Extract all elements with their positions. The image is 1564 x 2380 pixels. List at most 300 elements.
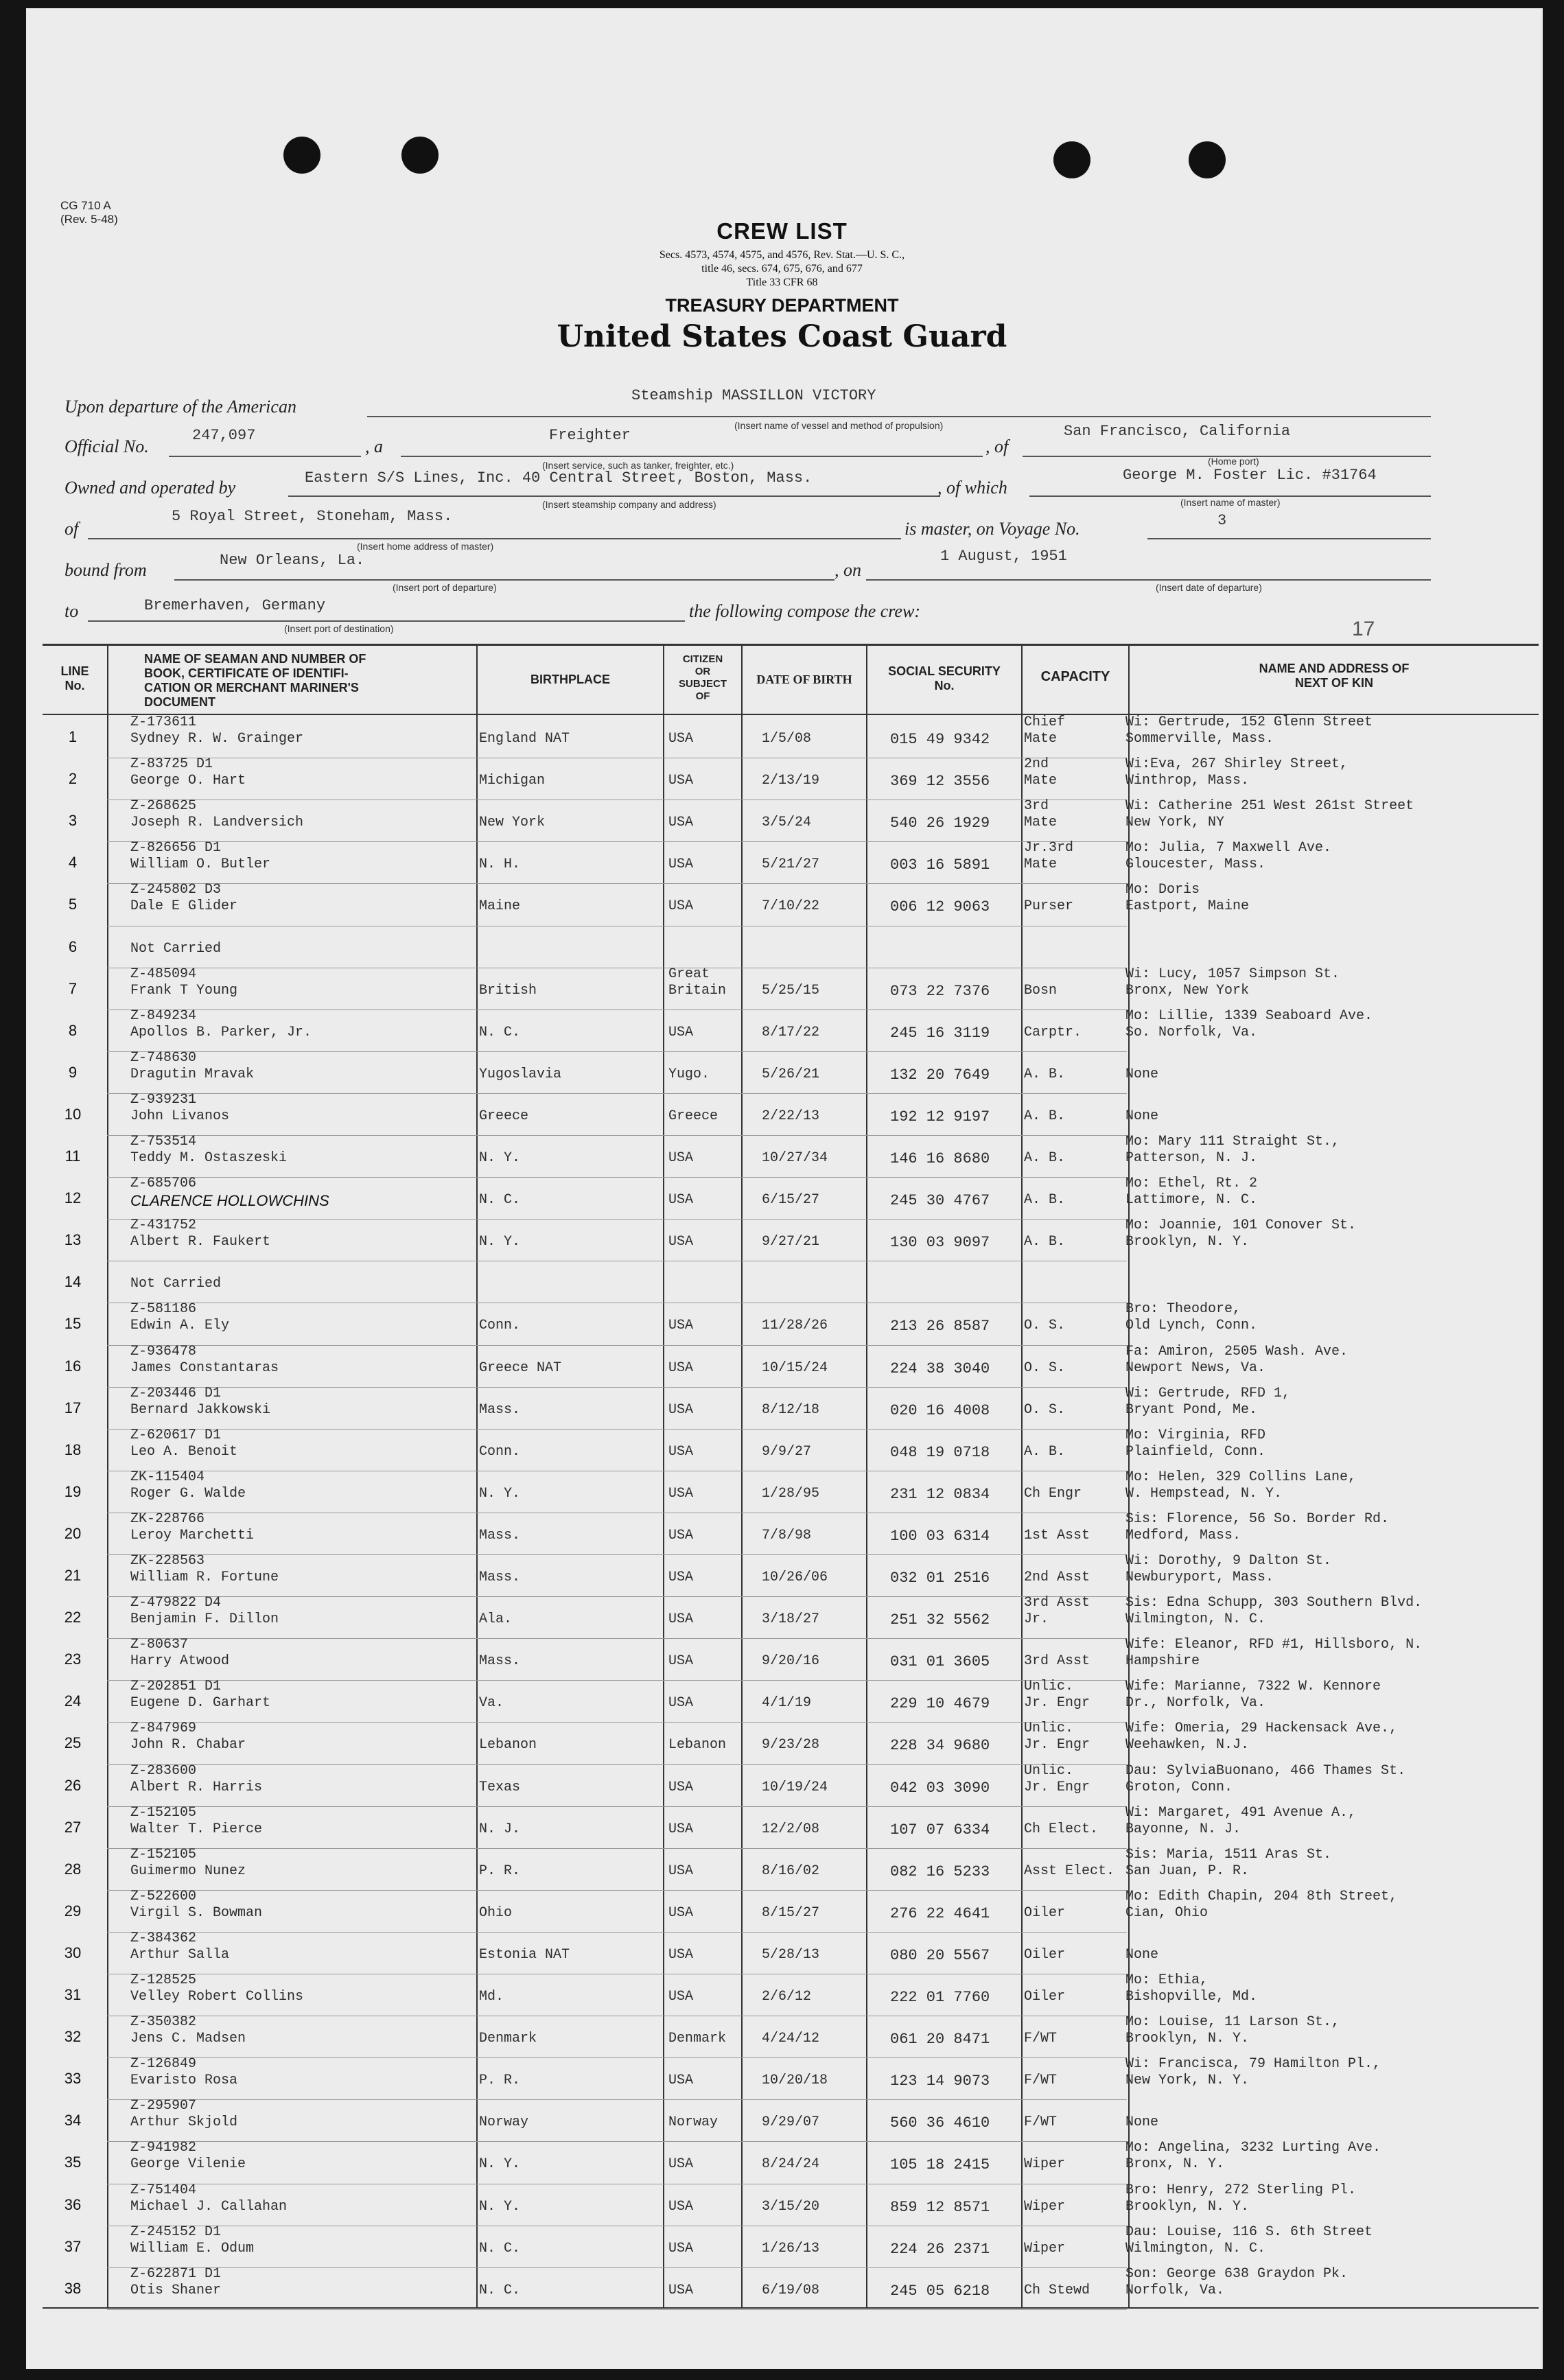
date-of-birth: 9/20/16 [762,1653,820,1670]
table-row [43,1469,1539,1509]
date-of-birth: 9/27/21 [762,1234,820,1250]
citizenship: USA [668,1570,694,1585]
citizenship: USA [668,1904,694,1921]
date-of-birth: 10/19/24 [762,1779,828,1795]
seaman-document-number: Z-622871 D1 [130,2265,222,2282]
seaman-name: Roger G. Walde [130,1485,246,1502]
table-row [43,1762,1539,1803]
table-row [43,1262,1539,1299]
birthplace: British [479,982,537,999]
birthplace: Mass. [479,1527,521,1543]
next-of-kin: Sis: Edna Schupp, 303 Southern Blvd. [1125,1595,1423,1611]
table-row [43,1343,1539,1384]
seaman-document-number: Z-283600 [130,1762,197,1779]
hint-service: (Insert service, such as tanker, freighter, etc.) [542,460,734,471]
line-number: 38 [64,2279,82,2297]
date-of-birth: 9/9/27 [762,1443,812,1460]
birthplace: N. J. [479,1821,521,1837]
social-security-number: 123 14 9073 [890,2073,990,2090]
row-divider [107,1051,1127,1052]
social-security-number: 245 05 6218 [890,2282,990,2300]
social-security-number: 006 12 9063 [890,898,990,916]
seaman-document-number: Z-581186 [130,1301,197,1318]
capacity: Unlic. [1024,1679,1074,1695]
social-security-number: 540 26 1929 [890,815,990,832]
next-of-kin-address: Hampshire [1125,1653,1200,1670]
birthplace: New York [479,815,546,831]
table-row [43,966,1539,1006]
birthplace: Norway [479,2114,529,2131]
seaman-document-number: Z-128525 [130,1972,197,1988]
seaman-name: Walter T. Pierce [130,1821,263,1837]
social-security-number: 560 36 4610 [890,2114,990,2132]
row-divider [107,1722,1127,1723]
label-of: , of [985,436,1009,456]
social-security-number: 130 03 9097 [890,1234,990,1252]
date-of-birth: 1/26/13 [762,2240,820,2256]
birthplace: Denmark [479,2031,537,2047]
row-divider [107,1596,1127,1597]
social-security-number: 100 03 6314 [890,1527,990,1545]
voyage-number: 3 [1217,512,1227,529]
next-of-kin-address: Bayonne, N. J. [1125,1821,1241,1837]
destination-port: Bremerhaven, Germany [144,597,326,614]
social-security-number: 132 20 7649 [890,1066,990,1084]
birthplace: Ala. [479,1611,513,1628]
citizenship: USA [668,1527,694,1543]
seaman-document-number: Z-849234 [130,1007,197,1024]
citizenship: Lebanon [668,1737,727,1753]
line-number: 25 [64,1734,82,1752]
seaman-document-number: Z-941982 [130,2140,197,2156]
table-row [43,1888,1539,1928]
citizenship: USA [668,1401,694,1418]
line-number: 17 [64,1399,82,1416]
seaman-document-number: Z-245802 D3 [130,882,222,898]
col-next-of-kin: NAME AND ADDRESS OF NEXT OF KIN [1259,662,1410,690]
capacity: Wiper [1024,2198,1066,2215]
date-of-birth: 8/12/18 [762,1401,820,1418]
social-security-number: 031 01 3605 [890,1653,990,1671]
birthplace: Conn. [479,1443,521,1460]
table-row [43,927,1539,964]
line-number: 12 [64,1189,82,1207]
citizenship: USA [668,815,694,831]
row-divider [107,2099,1127,2100]
seaman-name: James Constantaras [130,1360,279,1376]
line-number: 35 [64,2154,82,2171]
punch-hole [1053,141,1090,178]
citizenship: Yugo. [668,1066,710,1082]
seaman-name: George Vilenie [130,2156,246,2173]
seaman-name: Albert R. Faukert [130,1234,271,1250]
next-of-kin-address: Gloucester, Mass. [1125,856,1266,873]
seaman-document-number: Z-522600 [130,1888,197,1904]
hint-company: (Insert steamship company and address) [542,499,716,510]
seaman-name: Harry Atwood [130,1653,230,1670]
table-row [43,1930,1539,1970]
social-security-number: 192 12 9197 [890,1108,990,1125]
next-of-kin-address: So. Norfolk, Va. [1125,1024,1258,1040]
seaman-name: Teddy M. Ostaszeski [130,1150,288,1166]
line-number: 2 [68,770,78,788]
capacity: Oiler [1024,1989,1066,2005]
seaman-name: Guimermo Nunez [130,1863,246,1879]
line-number: 24 [64,1692,82,1710]
table-row [43,2098,1539,2138]
page-mark: 17 [1352,618,1375,640]
seaman-document-number: Z-748630 [130,1049,197,1066]
next-of-kin-address: Dr., Norfolk, Va. [1125,1695,1266,1712]
next-of-kin: Mo: Mary 111 Straight St., [1125,1134,1340,1150]
row-divider [107,1680,1127,1681]
row-divider [107,1932,1127,1933]
seaman-name: John R. Chabar [130,1737,246,1753]
citizenship: USA [668,898,694,915]
capacity: Jr. Engr [1024,1695,1090,1712]
seaman-name: William R. Fortune [130,1570,279,1585]
home-port: San Francisco, California [1064,423,1291,440]
table-row [43,756,1539,796]
row-divider [107,2309,1127,2310]
line-number: 14 [64,1273,82,1291]
agency-name: United States Coast Guard [557,319,1007,354]
seaman-name: Evaristo Rosa [130,2073,238,2089]
next-of-kin: Mo: Doris [1125,882,1200,898]
date-of-birth: 9/23/28 [762,1737,820,1753]
citizenship: USA [668,1024,694,1040]
row-divider [107,1093,1127,1094]
next-of-kin-address: Weehawken, N.J. [1125,1737,1250,1753]
citizenship: Denmark [668,2031,727,2047]
departure-port: New Orleans, La. [220,552,365,569]
seaman-name: George O. Hart [130,773,246,789]
citizenship: USA [668,1653,694,1670]
seaman-document-number: Z-152105 [130,1804,197,1821]
citizenship: USA [668,1946,694,1963]
label-bound-from: bound from [65,560,147,580]
next-of-kin: Bro: Theodore, [1125,1301,1241,1318]
birthplace: N. C. [479,1192,521,1209]
line-number: 30 [64,1944,82,1961]
next-of-kin: Dau: SylviaBuonano, 466 Thames St. [1125,1762,1406,1779]
master-address: 5 Royal Street, Stoneham, Mass. [172,508,453,525]
line-number: 21 [64,1567,82,1584]
label-is-master: is master, on Voyage No. [904,519,1080,539]
capacity: A. B. [1024,1108,1066,1124]
social-security-number: 020 16 4008 [890,1401,990,1419]
social-security-number: 251 32 5562 [890,1611,990,1629]
next-of-kin: Wife: Marianne, 7322 W. Kennore [1125,1679,1381,1695]
seaman-document-number: Z-685706 [130,1176,197,1192]
next-of-kin-address: Bryant Pond, Me. [1125,1401,1258,1418]
social-security-number: 015 49 9342 [890,731,990,748]
next-of-kin-address: Eastport, Maine [1125,898,1250,915]
capacity: Chief [1024,714,1066,730]
capacity: A. B. [1024,1234,1066,1250]
row-divider [107,883,1127,884]
next-of-kin: Bro: Henry, 272 Sterling Pl. [1125,2182,1357,2198]
line-number: 34 [64,2112,82,2130]
next-of-kin-address: Patterson, N. J. [1125,1150,1258,1166]
line-number: 33 [64,2070,82,2088]
label-to: to [65,601,79,621]
next-of-kin-address: Brooklyn, N. Y. [1125,2031,1250,2047]
seaman-document-number: Z-268625 [130,798,197,815]
table-row [43,1972,1539,2012]
table-row [43,1136,1539,1174]
date-of-birth: 10/15/24 [762,1360,828,1376]
line-number: 32 [64,2028,82,2046]
next-of-kin: Wi: Dorothy, 9 Dalton St. [1125,1553,1332,1569]
capacity: 3rd Asst [1024,1653,1090,1670]
date-of-birth: 3/18/27 [762,1611,820,1628]
seaman-name: Dale E Glider [130,898,238,915]
label-owned: Owned and operated by [65,478,236,498]
seaman-name: Arthur Salla [130,1946,230,1963]
date-of-birth: 5/26/21 [762,1066,820,1082]
capacity: Oiler [1024,1904,1066,1921]
seaman-name: Joseph R. Landversich [130,815,304,831]
seaman-name: Not Carried [130,1276,222,1292]
social-security-number: 213 26 8587 [890,1318,990,1335]
capacity: A. B. [1024,1443,1066,1460]
line-number: 27 [64,1818,82,1836]
col-capacity: CAPACITY [1040,669,1110,684]
line-number: 36 [64,2195,82,2213]
date-of-birth: 12/2/08 [762,1821,820,1837]
citizenship: USA [668,2198,694,2215]
table-row [43,1049,1539,1090]
table-row [43,2224,1539,2264]
capacity: Jr. Engr [1024,1779,1090,1795]
date-of-birth: 1/28/95 [762,1485,820,1502]
line-number: 6 [68,937,78,955]
label-official-no: Official No. [65,436,149,456]
social-security-number: 042 03 3090 [890,1779,990,1797]
next-of-kin-address: None [1125,1946,1159,1963]
seaman-document-number: Z-83725 D1 [130,756,213,773]
vessel-name: Steamship MASSILLON VICTORY [631,387,876,404]
capacity: 1st Asst [1024,1527,1090,1543]
next-of-kin-address: Lattimore, N. C. [1125,1192,1258,1209]
label-of-2: of [65,519,79,539]
date-of-birth: 7/8/98 [762,1527,812,1543]
citizenship: USA [668,2240,694,2256]
next-of-kin-address: None [1125,1108,1159,1124]
birthplace: Yugoslavia [479,1066,562,1082]
seaman-document-number: Z-479822 D4 [130,1595,222,1611]
date-of-birth: 10/27/34 [762,1150,828,1166]
next-of-kin-address: Cian, Ohio [1125,1904,1209,1921]
row-divider [107,1387,1127,1388]
seaman-document-number: Z-173611 [130,714,197,730]
social-security-number: 276 22 4641 [890,1904,990,1922]
line-number: 3 [68,812,78,830]
date-of-birth: 7/10/22 [762,898,820,915]
birthplace: Lebanon [479,1737,537,1753]
next-of-kin-address: Brooklyn, N. Y. [1125,2198,1250,2215]
social-security-number: 061 20 8471 [890,2031,990,2049]
social-security-number: 003 16 5891 [890,856,990,874]
table-row [43,1301,1539,1341]
line-number: 8 [68,1021,78,1039]
table-row [43,1595,1539,1635]
col-birthplace: BIRTHPLACE [530,673,610,686]
next-of-kin-address: Bronx, N. Y. [1125,2156,1225,2173]
seaman-document-number: Z-936478 [130,1343,197,1360]
birthplace: Estonia NAT [479,1946,570,1963]
seaman-name: William O. Butler [130,856,271,873]
hint-departure-date: (Insert date of departure) [1156,582,1262,593]
capacity: Ch Elect. [1024,1821,1099,1837]
birthplace: P. R. [479,1863,521,1879]
social-security-number: 228 34 9680 [890,1737,990,1755]
capacity: A. B. [1024,1066,1066,1082]
seaman-name: Velley Robert Collins [130,1989,304,2005]
capacity: Jr. Engr [1024,1737,1090,1753]
next-of-kin-address: Old Lynch, Conn. [1125,1318,1258,1334]
seaman-name: CLARENCE HOLLOWCHINS [130,1192,329,1210]
table-row [43,2056,1539,2096]
seaman-document-number: ZK-228766 [130,1510,205,1527]
table-row [43,1846,1539,1887]
row-divider [107,2057,1127,2058]
capacity: Purser [1024,898,1074,915]
capacity: Mate [1024,856,1058,873]
table-row [43,2014,1539,2054]
line-number: 10 [64,1105,82,1123]
capacity: Ch Engr [1024,1485,1082,1502]
line-number: 22 [64,1609,82,1626]
table-row [43,1553,1539,1593]
birthplace: N. C. [479,1024,521,1040]
capacity: Bosn [1024,982,1058,999]
row-divider [107,1135,1127,1136]
seaman-document-number: Z-384362 [130,1930,197,1946]
next-of-kin: Wi: Margaret, 491 Avenue A., [1125,1804,1357,1821]
social-security-number: 048 19 0718 [890,1443,990,1461]
punch-hole [283,137,320,174]
row-divider [107,1764,1127,1765]
next-of-kin-address: None [1125,1066,1159,1082]
row-divider [107,1177,1127,1178]
hint-departure-port: (Insert port of departure) [393,582,497,593]
line-number: 9 [68,1063,78,1081]
citizenship: USA [668,1192,694,1209]
citizenship: USA [668,1443,694,1460]
label-a: , a [365,436,383,456]
label-departure: Upon departure of the American [65,397,296,417]
social-security-number: 080 20 5567 [890,1946,990,1964]
next-of-kin-address: Medford, Mass. [1125,1527,1241,1543]
line-number: 1 [68,728,78,745]
row-divider [107,1429,1127,1430]
capacity: Jr. [1024,1611,1049,1628]
date-of-birth: 3/15/20 [762,2198,820,2215]
citizenship: USA [668,2073,694,2089]
row-divider [107,1848,1127,1849]
social-security-number: 146 16 8680 [890,1150,990,1167]
capacity: Ch Stewd [1024,2282,1090,2298]
table-row [43,882,1539,922]
table-row [43,1720,1539,1760]
next-of-kin-address: Bronx, New York [1125,982,1250,999]
table-row [43,2140,1539,2180]
next-of-kin: Mo: Angelina, 3232 Lurting Ave. [1125,2140,1381,2156]
row-divider [107,1219,1127,1220]
table-row [43,798,1539,838]
table-row [43,1637,1539,1677]
birthplace: Mass. [479,1401,521,1418]
seaman-name: Frank T Young [130,982,238,999]
capacity: Mate [1024,815,1058,831]
table-bottom-border [43,2307,1539,2309]
capacity: F/WT [1024,2031,1058,2047]
citizenship: USA [668,1318,694,1334]
seaman-document-number: ZK-115404 [130,1469,205,1485]
seaman-name: Leroy Marchetti [130,1527,255,1543]
form-code: CG 710 A (Rev. 5-48) [60,199,118,226]
social-security-number: 859 12 8571 [890,2198,990,2216]
next-of-kin: Wife: Omeria, 29 Hackensack Ave., [1125,1720,1398,1737]
seaman-document-number: Z-295907 [130,2098,197,2114]
seaman-document-number: Z-80637 [130,1637,189,1653]
date-of-birth: 9/29/07 [762,2114,820,2131]
line-number: 37 [64,2237,82,2255]
capacity: 2nd [1024,756,1049,773]
statute-reference: Secs. 4573, 4574, 4575, and 4576, Rev. Stat.—U. S. C., title 46, secs. 674, 675, 676, and 677 Title 33 CFR 68 [659,249,905,288]
line-number: 29 [64,1902,82,1920]
seaman-name: Bernard Jakkowski [130,1401,271,1418]
col-document: NAME OF SEAMAN AND NUMBER OF BOOK, CERTIFICATE OF IDENTIFI- CATION OR MERCHANT MARINER'S DOCUMENT [144,652,366,709]
next-of-kin: Mo: Joannie, 101 Conover St. [1125,1217,1357,1234]
departure-date: 1 August, 1951 [940,548,1067,565]
social-security-number: 224 26 2371 [890,2240,990,2258]
birthplace: N. Y. [479,1234,521,1250]
birthplace: N. C. [479,2282,521,2298]
social-security-number: 224 38 3040 [890,1360,990,1377]
next-of-kin-address: None [1125,2114,1159,2131]
date-of-birth: 8/16/02 [762,1863,820,1879]
line-number: 20 [64,1524,82,1542]
next-of-kin: Mo: Lillie, 1339 Seaboard Ave. [1125,1007,1373,1024]
birthplace: Md. [479,1989,504,2005]
capacity: O. S. [1024,1360,1066,1376]
seaman-document-number: Z-826656 D1 [130,840,222,856]
citizenship: USA [668,2282,694,2298]
next-of-kin: Sis: Maria, 1511 Aras St. [1125,1846,1332,1863]
birthplace: Va. [479,1695,504,1712]
citizenship: USA [668,856,694,873]
seaman-document-number: Z-350382 [130,2014,197,2031]
label-on: , on [834,560,861,580]
hint-home-port: (Home port) [1208,456,1259,467]
birthplace: Maine [479,898,521,915]
official-number: 247,097 [192,427,256,444]
table-row [43,1091,1539,1132]
next-of-kin-address: New York, N. Y. [1125,2073,1250,2089]
next-of-kin: Fa: Amiron, 2505 Wash. Ave. [1125,1343,1349,1360]
hint-vessel: (Insert name of vessel and method of propulsion) [734,420,944,431]
seaman-name: Albert R. Harris [130,1779,263,1795]
seaman-name: Not Carried [130,940,222,957]
next-of-kin-address: Bishopville, Md. [1125,1989,1258,2005]
citizenship: Norway [668,2114,719,2131]
company: Eastern S/S Lines, Inc. 40 Central Street, Boston, Mass. [305,469,813,487]
citizenship: USA [668,1989,694,2005]
capacity: O. S. [1024,1401,1066,1418]
